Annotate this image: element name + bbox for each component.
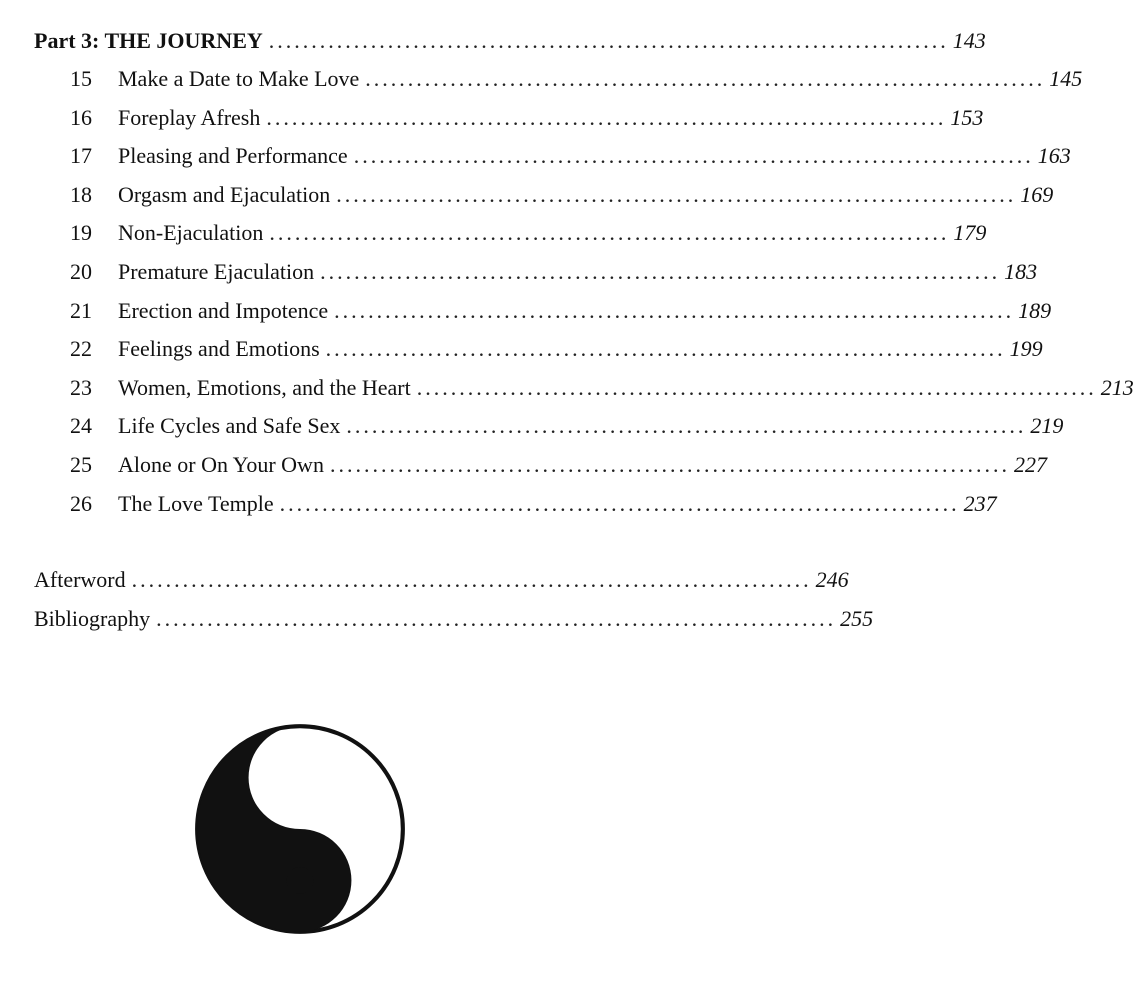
part-title: Part 3: THE JOURNEY: [34, 28, 263, 53]
page-number: 219: [1030, 413, 1064, 439]
chapter-title: Non-Ejaculation: [118, 220, 264, 246]
yin-yang-icon: [192, 721, 408, 937]
page-number: 237: [963, 490, 997, 516]
dot-leader: ................................................................................: [329, 451, 1010, 477]
page-number: 183: [1004, 258, 1038, 284]
chapter-number: 15: [70, 66, 92, 91]
chapter-entry: [34, 407, 1064, 446]
chapter-entry: [34, 253, 1038, 292]
page-number: 143: [952, 28, 986, 53]
page-number: 153: [950, 104, 984, 130]
chapter-number: 25: [70, 451, 92, 477]
chapter-number: 17: [70, 143, 92, 169]
chapter-number: 26: [70, 490, 92, 516]
chapter-entry: [34, 292, 1052, 331]
page-number: 179: [953, 220, 987, 246]
page-number: 199: [1009, 336, 1043, 362]
chapter-number: 18: [70, 181, 92, 207]
chapter-title: Life Cycles and Safe Sex: [118, 413, 341, 439]
chapter-entry: [34, 214, 987, 253]
page-number: 227: [1013, 451, 1047, 477]
dot-leader: ................................................................................: [320, 258, 1001, 284]
dot-leader: ................................................................................: [131, 567, 812, 593]
chapter-title: Make a Date to Make Love: [118, 66, 360, 91]
chapter-title: Orgasm and Ejaculation: [118, 181, 331, 207]
chapter-number: 20: [70, 258, 92, 284]
back-matter-entry: [34, 600, 874, 639]
chapter-title: Feelings and Emotions: [118, 336, 320, 362]
chapter-number: 23: [70, 374, 92, 400]
dot-leader: ................................................................................: [336, 181, 1017, 207]
dot-leader: ................................................................................: [156, 605, 837, 631]
chapter-title: Pleasing and Performance: [118, 143, 348, 169]
dot-leader: ................................................................................: [325, 336, 1006, 362]
page-number: 145: [1049, 66, 1083, 91]
dot-leader: ................................................................................: [334, 297, 1015, 323]
chapter-entry: [34, 137, 1071, 176]
chapter-entry: [34, 369, 1134, 408]
part-entry: [34, 22, 986, 60]
chapter-number: 22: [70, 336, 92, 362]
chapter-title: Foreplay Afresh: [118, 104, 261, 130]
dot-leader: ................................................................................: [416, 374, 1097, 400]
page-number: 255: [840, 605, 874, 631]
dot-leader: ................................................................................: [346, 413, 1027, 439]
chapter-number: 21: [70, 297, 92, 323]
page-number: 163: [1037, 143, 1071, 169]
back-matter-entry: [34, 561, 849, 600]
entry-title: Afterword: [34, 567, 126, 593]
chapter-title: Alone or On Your Own: [118, 451, 324, 477]
chapter-entry: [34, 176, 1054, 215]
chapter-title: Women, Emotions, and the Heart: [118, 374, 411, 400]
chapter-number: 24: [70, 413, 92, 439]
chapter-number: 16: [70, 104, 92, 130]
page-number: 213: [1100, 374, 1134, 400]
chapter-entry: [34, 99, 984, 138]
dot-leader: ................................................................................: [269, 220, 950, 246]
dot-leader: ................................................................................: [365, 66, 1046, 91]
table-of-contents: [34, 22, 1134, 638]
section-spacer: [34, 523, 562, 561]
dot-leader: ................................................................................: [266, 104, 947, 130]
chapter-entry: [34, 446, 1047, 485]
dot-leader: ................................................................................: [279, 490, 960, 516]
dot-leader: ................................................................................: [353, 143, 1034, 169]
dot-leader: ................................................................................: [268, 28, 949, 53]
chapter-title: Premature Ejaculation: [118, 258, 315, 284]
chapter-title: The Love Temple: [118, 490, 274, 516]
page-number: 246: [815, 567, 849, 593]
chapter-title: Erection and Impotence: [118, 297, 329, 323]
page-number: 169: [1020, 181, 1054, 207]
chapter-entry: [34, 330, 1043, 369]
chapter-entry: [34, 60, 1083, 99]
chapter-number: 19: [70, 220, 92, 246]
entry-title: Bibliography: [34, 605, 151, 631]
chapter-entry: [34, 485, 997, 524]
page-number: 189: [1018, 297, 1052, 323]
